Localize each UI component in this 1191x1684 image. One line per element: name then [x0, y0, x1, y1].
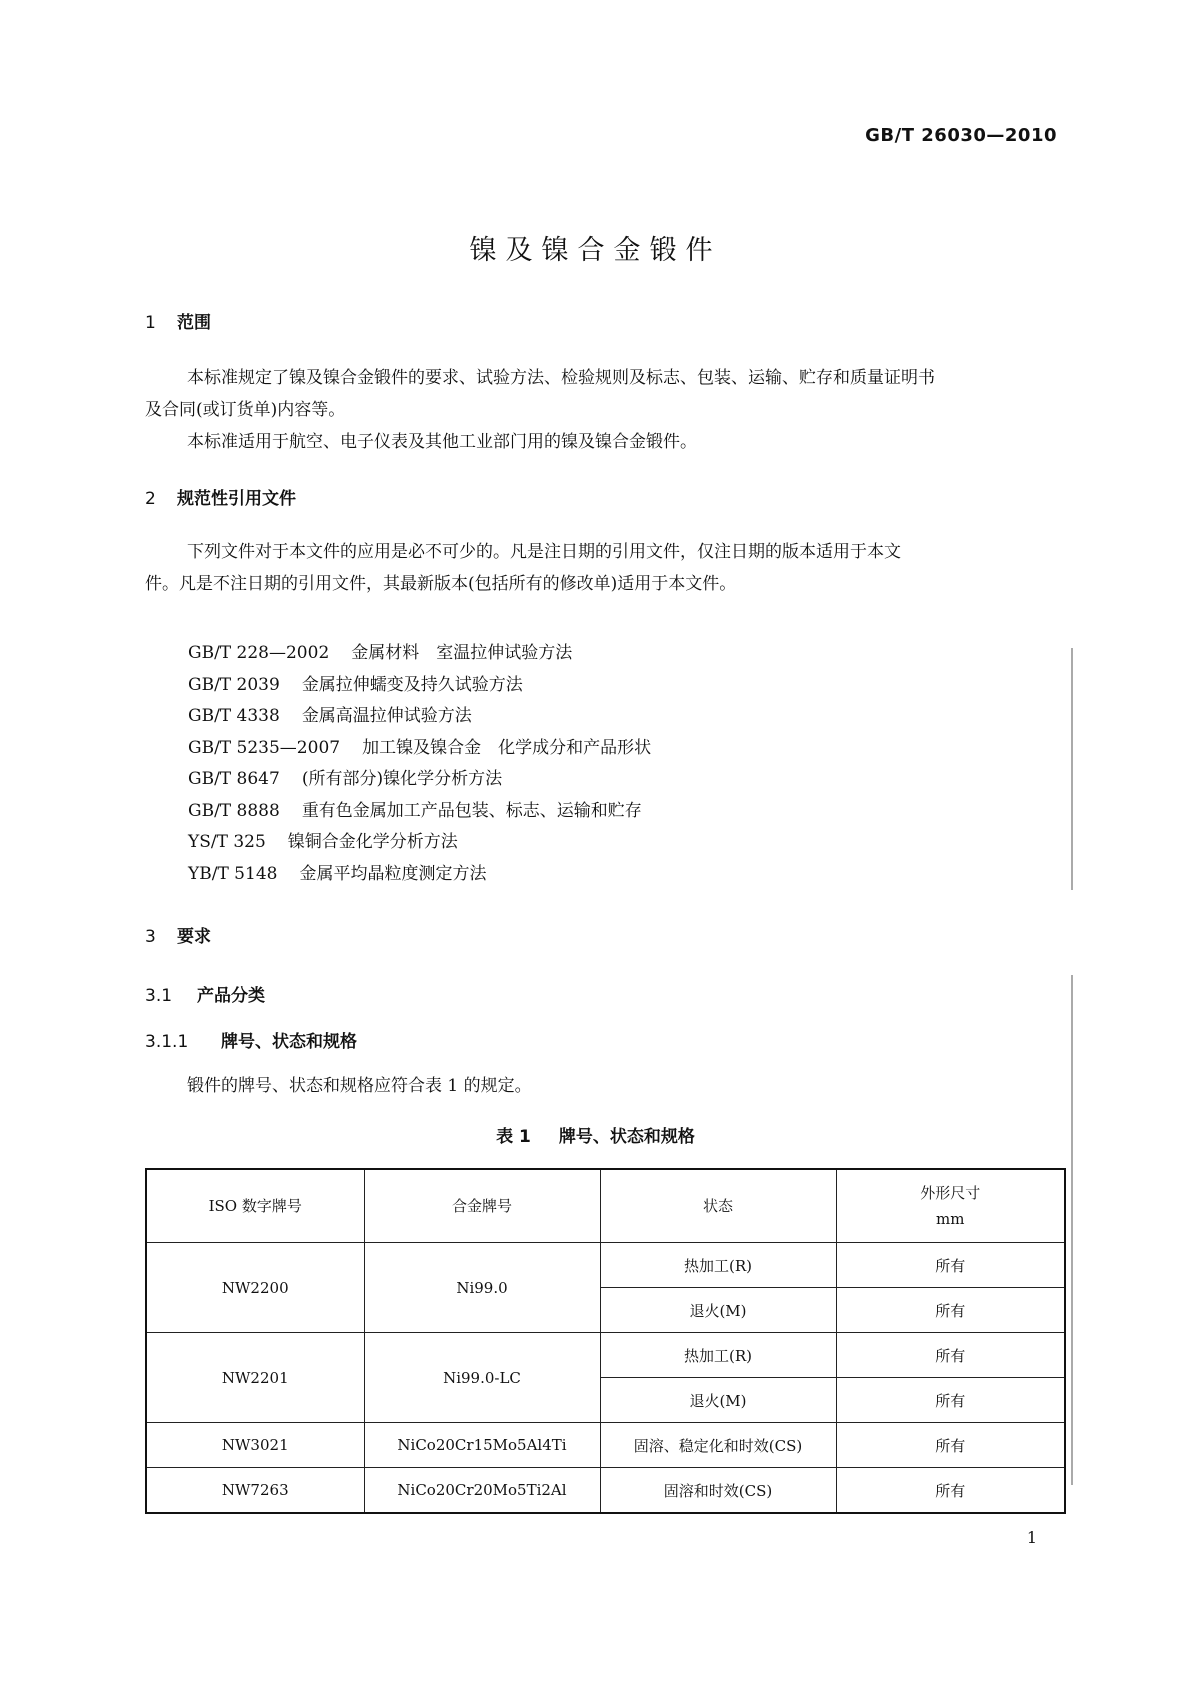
reference-code: GB/T 8888 [188, 800, 280, 821]
cell-iso-number: NW2201 [146, 1333, 364, 1423]
paragraph: 本标准适用于航空、电子仪表及其他工业部门用的镍及镍合金锻件。 [187, 432, 697, 452]
section-2-heading [145, 484, 296, 509]
paragraph-line: 本标准规定了镍及镍合金锻件的要求、试验方法、检验规则及标志、包装、运输、贮存和质量证明书 [187, 368, 935, 388]
table-header-row [146, 1169, 1065, 1243]
reference-title: 重有色金属加工产品包装、标志、运输和贮存 [301, 800, 642, 821]
cell-alloy-grade: Ni99.0-LC [364, 1333, 600, 1423]
cell-state: 固溶和时效(CS) [600, 1468, 836, 1514]
reference-code: YS/T 325 [188, 832, 266, 852]
reference-title: (所有部分)镍化学分析方法 [301, 769, 503, 789]
header-state: 状态 [600, 1169, 836, 1243]
cell-state: 退火(M) [600, 1288, 836, 1333]
reference-title: 加工镍及镍合金 化学成分和产品形状 [362, 737, 652, 758]
section-3-1-1-body [145, 1070, 1065, 1102]
grade-state-size-table [145, 1168, 1066, 1514]
section-3-1-1-heading [145, 1027, 357, 1052]
reference-code: GB/T 5235—2007 [188, 737, 341, 758]
section-1-heading [145, 308, 211, 333]
cell-size: 所有 [836, 1288, 1065, 1333]
section-title: 规范性引用文件 [177, 489, 296, 509]
table-row [146, 1333, 1065, 1378]
header-size-unit: mm [936, 1210, 965, 1228]
table-row [146, 1423, 1065, 1468]
cell-state: 固溶、稳定化和时效(CS) [600, 1423, 836, 1468]
reference-code: GB/T 2039 [188, 674, 280, 695]
margin-line [1071, 648, 1073, 890]
reference-item [188, 827, 651, 859]
paragraph-line: 及合同(或订货单)内容等。 [145, 400, 346, 420]
reference-title: 金属拉伸蠕变及持久试验方法 [301, 674, 523, 695]
header-iso-number: ISO 数字牌号 [146, 1169, 364, 1243]
cell-size: 所有 [836, 1468, 1065, 1514]
section-title: 产品分类 [197, 986, 265, 1006]
reference-title: 金属平均晶粒度测定方法 [299, 863, 487, 884]
section-title: 牌号、状态和规格 [221, 1032, 357, 1052]
reference-code: GB/T 8647 [188, 769, 280, 789]
cell-size: 所有 [836, 1378, 1065, 1423]
cell-iso-number: NW3021 [146, 1423, 364, 1468]
reference-item [188, 859, 651, 891]
section-number: 3 [145, 927, 156, 947]
table-row [146, 1468, 1065, 1514]
reference-code: YB/T 5148 [188, 863, 278, 884]
paragraph-line: 下列文件对于本文件的应用是必不可少的。凡是注日期的引用文件，仅注日期的版本适用于本文 [187, 542, 901, 562]
section-3-heading [145, 922, 211, 947]
document-title: 镍及镍合金锻件 [469, 235, 722, 266]
reference-code: GB/T 4338 [188, 706, 280, 726]
table-caption [0, 1122, 1191, 1147]
cell-iso-number: NW7263 [146, 1468, 364, 1514]
normative-references-list [188, 638, 651, 890]
cell-alloy-grade: Ni99.0 [364, 1243, 600, 1333]
standard-number: GB/T 26030—2010 [865, 125, 1057, 146]
section-title: 要求 [177, 927, 211, 947]
reference-item [188, 701, 651, 733]
header-size-label: 外形尺寸 [920, 1184, 981, 1202]
section-1-body [145, 362, 1065, 458]
reference-item [188, 670, 651, 702]
cell-size: 所有 [836, 1333, 1065, 1378]
cell-alloy-grade: NiCo20Cr15Mo5Al4Ti [364, 1423, 600, 1468]
reference-code: GB/T 228—2002 [188, 643, 330, 663]
cell-iso-number: NW2200 [146, 1243, 364, 1333]
section-number: 1 [145, 313, 156, 333]
cell-alloy-grade: NiCo20Cr20Mo5Ti2Al [364, 1468, 600, 1514]
cell-state: 热加工(R) [600, 1333, 836, 1378]
margin-line [1071, 975, 1073, 1485]
cell-size: 所有 [836, 1243, 1065, 1288]
section-title: 范围 [177, 313, 211, 333]
reference-item [188, 733, 651, 765]
table-caption-title: 牌号、状态和规格 [558, 1127, 695, 1147]
paragraph: 锻件的牌号、状态和规格应符合表 1 的规定。 [187, 1076, 532, 1096]
section-number: 3.1.1 [145, 1032, 189, 1052]
section-number: 2 [145, 489, 156, 509]
reference-item [188, 796, 651, 828]
header-size [836, 1169, 1065, 1243]
header-alloy-grade: 合金牌号 [364, 1169, 600, 1243]
paragraph-line: 件。凡是不注日期的引用文件，其最新版本(包括所有的修改单)适用于本文件。 [145, 574, 737, 594]
cell-state: 热加工(R) [600, 1243, 836, 1288]
table-caption-number: 表 1 [496, 1127, 531, 1147]
section-2-intro [145, 536, 1065, 600]
reference-title: 金属高温拉伸试验方法 [301, 706, 472, 726]
reference-item [188, 638, 651, 670]
cell-size: 所有 [836, 1423, 1065, 1468]
cell-state: 退火(M) [600, 1378, 836, 1423]
reference-title: 镍铜合金化学分析方法 [287, 832, 458, 852]
page-number: 1 [1026, 1528, 1037, 1547]
section-3-1-heading [145, 981, 265, 1006]
reference-title: 金属材料 室温拉伸试验方法 [351, 643, 573, 663]
reference-item [188, 764, 651, 796]
table-row [146, 1243, 1065, 1288]
section-number: 3.1 [145, 986, 173, 1006]
